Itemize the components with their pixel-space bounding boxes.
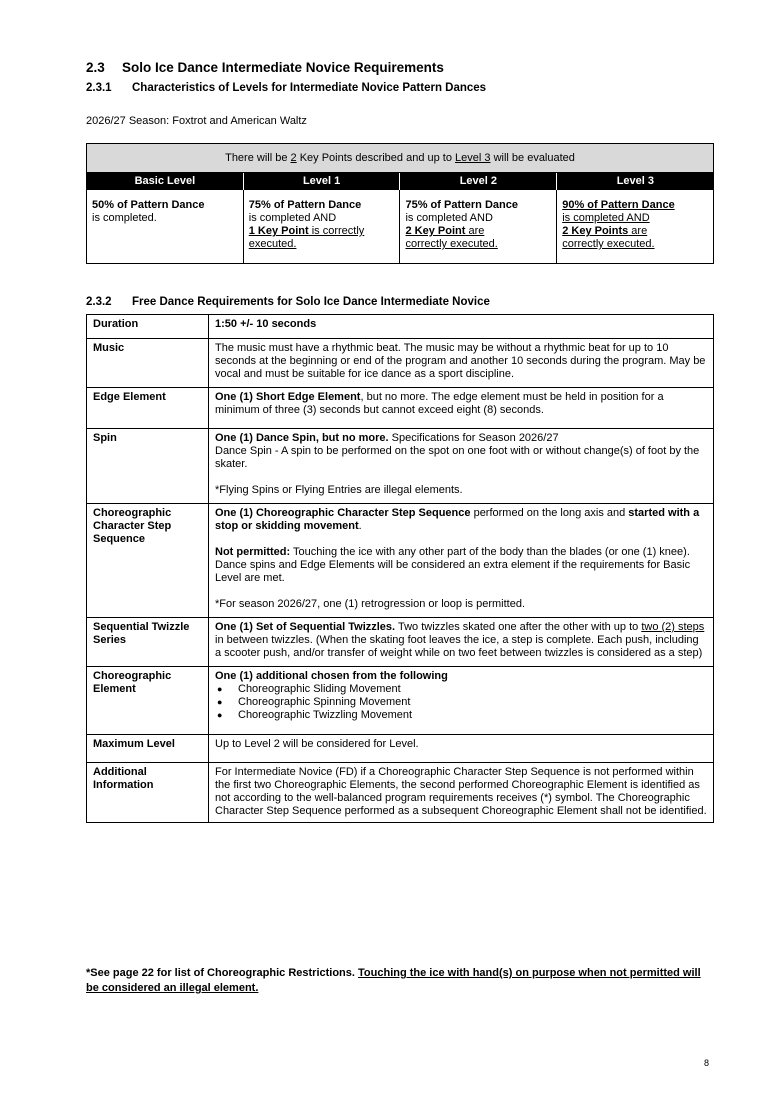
list-item: ● Choreographic Spinning Movement	[215, 696, 707, 709]
cell-level-2: 75% of Pattern Dance is completed AND 2 Key Point are correctly executed.	[400, 190, 557, 264]
row-choreographic-element: Choreographic Element One (1) additional chosen from the following ● Choreographic Sliding Movement ● Choreographic Spinning Movement ● Choreographic Twizzling Movement	[87, 667, 714, 735]
section-title: Solo Ice Dance Intermediate Novice Requirements	[122, 60, 444, 75]
levels-banner: There will be 2 Key Points described and up to Level 3 will be evaluated	[87, 144, 714, 173]
free-dance-title: Free Dance Requirements for Solo Ice Dance Intermediate Novice	[132, 296, 490, 308]
row-duration: Duration 1:50 +/- 10 seconds	[87, 315, 714, 339]
page-number: 8	[704, 1058, 710, 1068]
levels-table	[86, 143, 714, 264]
section-number: 2.3	[86, 60, 105, 75]
row-edge-element: Edge Element One (1) Short Edge Element, but no more. The edge element must be held in position for a minimum of three (3) seconds but cannot exceed eight (8) seconds.	[87, 388, 714, 429]
row-maximum-level: Maximum Level Up to Level 2 will be considered for Level.	[87, 735, 714, 763]
row-additional-information: Additional Information For Intermediate Novice (FD) if a Choreographic Character Step Sequence is not performed within the first two Choreographic Elements, the second performed Choreographic Element is identified as not according to the well-balanced program requirements receives (*) symbol. The Choreographic Character Step Sequence performed as a subsequent Choreographic Element shall not be identified.	[87, 763, 714, 823]
subsection-title: Characteristics of Levels for Intermediate Novice Pattern Dances	[132, 82, 487, 94]
free-dance-heading	[86, 296, 490, 308]
header-level-3: Level 3	[557, 173, 714, 190]
footnote: *See page 22 for list of Choreographic Restrictions. Touching the ice with hand(s) on purpose when not permitted will be considered an illegal element.	[86, 967, 701, 994]
subsection-number: 2.3.1	[86, 82, 112, 94]
header-basic-level: Basic Level	[87, 173, 244, 190]
row-spin: Spin One (1) Dance Spin, but no more. Specifications for Season 2026/27 Dance Spin - A spin to be performed on the spot on one foot with or without change(s) of foot by the skater. *Flying Spins or Flying Entries are illegal elements.	[87, 429, 714, 504]
header-level-2: Level 2	[400, 173, 557, 190]
cell-level-1: 75% of Pattern Dance is completed AND 1 Key Point is correctly executed.	[243, 190, 400, 264]
header-level-1: Level 1	[243, 173, 400, 190]
list-item: ● Choreographic Sliding Movement	[215, 683, 707, 696]
cell-basic-level: 50% of Pattern Dance is completed.	[87, 190, 244, 264]
free-dance-table	[86, 314, 714, 823]
choreographic-options-list	[215, 683, 707, 722]
row-choreographic-step-sequence: Choreographic Character Step Sequence One (1) Choreographic Character Step Sequence performed on the long axis and started with a stop or skidding movement. Not permitted: Touching the ice with any other part of the body than the blades (or one (1) knee). Dance spins and Edge Elements will be considered an extra element if the requirements for Basic Level are met. *For season 2026/27, one (1) retrogression or loop is permitted.	[87, 504, 714, 618]
subsection-heading	[86, 82, 486, 94]
section-heading	[86, 60, 444, 75]
season-line: 2026/27 Season: Foxtrot and American Waltz	[86, 115, 307, 127]
free-dance-number: 2.3.2	[86, 296, 112, 308]
row-music: Music The music must have a rhythmic beat. The music may be without a rhythmic beat for up to 10 seconds at the beginning or end of the program and another 10 seconds during the program. May be vocal and must be suitable for ice dance as a sport discipline.	[87, 339, 714, 388]
list-item: ● Choreographic Twizzling Movement	[215, 709, 707, 722]
cell-level-3: 90% of Pattern Dance is completed AND 2 Key Points are correctly executed.	[557, 190, 714, 264]
row-twizzle-series: Sequential Twizzle Series One (1) Set of Sequential Twizzles. Two twizzles skated one after the other with up to two (2) steps in between twizzles. (When the skating foot leaves the ice, a step is complete. Each push, including a scooter push, and/or transfer of weight while on two feet between twizzles is considered as a step)	[87, 618, 714, 667]
